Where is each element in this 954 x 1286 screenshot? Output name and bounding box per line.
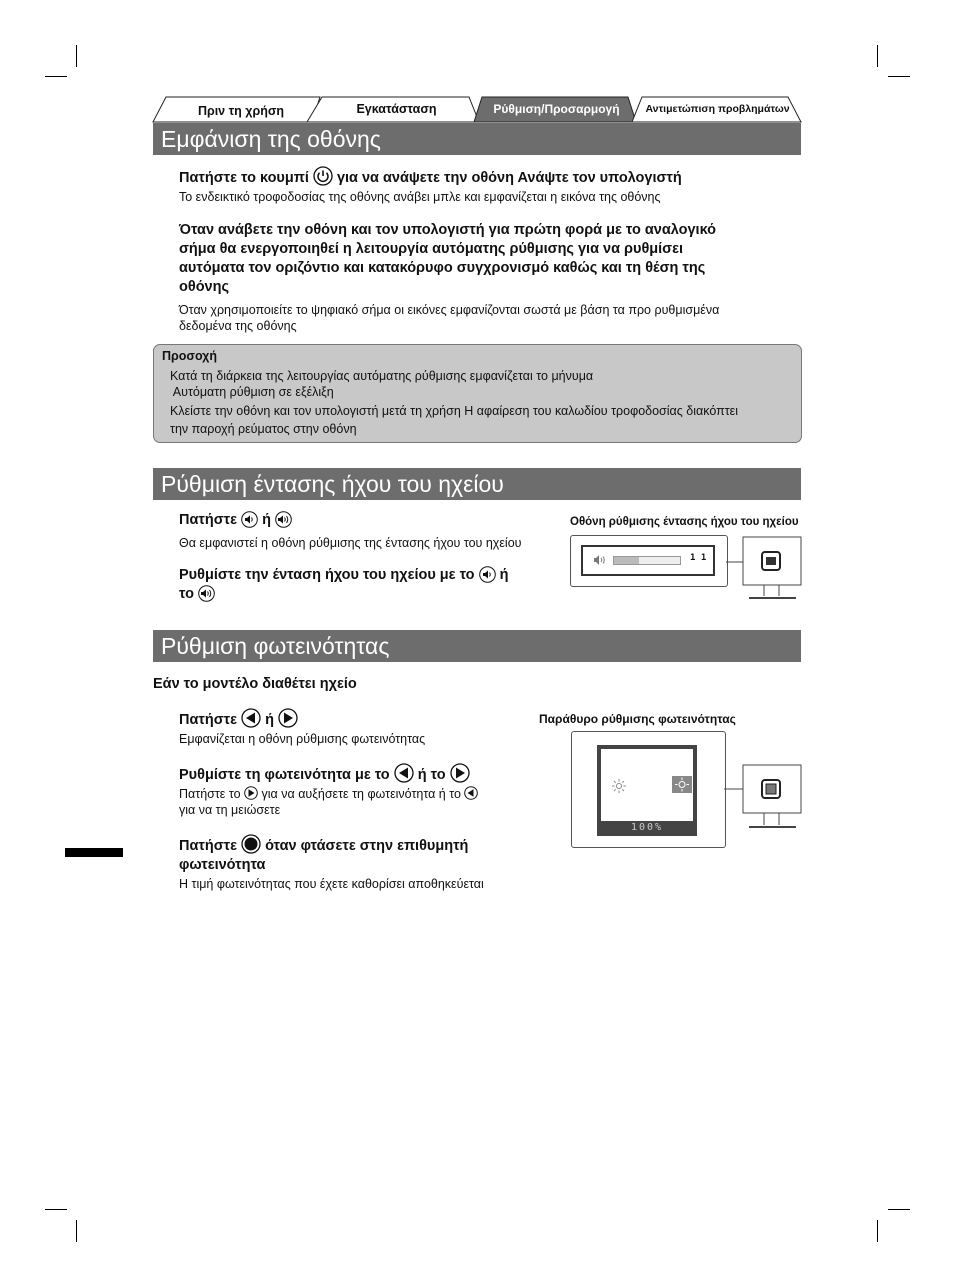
caution-line: Κλείστε την οθόνη και τον υπολογιστή μετά τη χρήση Η αφαίρεση του καλωδίου τροφοδοσίας διακόπτει xyxy=(170,404,739,418)
step-text: το xyxy=(179,586,194,602)
step-text: Ρυθμίστε την ένταση ήχου του ηχείου με το xyxy=(179,567,475,583)
step-confirm-brightness xyxy=(179,834,468,875)
step-note: Εμφανίζεται η οθόνη ρύθμισης φωτεινότητας xyxy=(179,732,426,746)
volume-value: 1 1 xyxy=(690,553,707,563)
crop-mark xyxy=(877,1220,878,1242)
section-title-volume: Ρύθμιση έντασης ήχου του ηχείου xyxy=(153,468,801,500)
crop-mark xyxy=(888,76,910,77)
line: Όταν ανάβετε την οθόνη και τον υπολογιστή για πρώτη φορά με το αναλογικό xyxy=(179,222,717,238)
step-note: Θα εμφανιστεί η οθόνη ρύθμισης της έντασης ήχου του ηχείου xyxy=(179,536,522,550)
caution-title: Προσοχή xyxy=(162,349,217,363)
left-arrow-icon xyxy=(394,763,414,783)
step-text: Πατήστε xyxy=(179,712,237,728)
caution-line: την παροχή ρεύματος στην οθόνη xyxy=(170,422,357,436)
volume-up-icon xyxy=(275,511,292,528)
crop-mark xyxy=(45,76,67,77)
step-text: φωτεινότητα xyxy=(179,857,266,873)
note-text: Πατήστε το xyxy=(179,787,241,801)
section-title-brightness: Ρύθμιση φωτεινότητας xyxy=(153,630,801,662)
step-text: ή xyxy=(265,712,274,728)
power-icon xyxy=(313,166,333,186)
step-adjust-brightness xyxy=(179,763,470,785)
volume-osd xyxy=(581,545,715,576)
tab-setup[interactable]: Ρύθμιση/Προσαρμογή xyxy=(493,101,620,116)
step-power-on xyxy=(179,166,682,188)
volume-figure-caption: Οθόνη ρύθμισης έντασης ήχου του ηχείου xyxy=(570,516,799,528)
step-text: για να ανάψετε την οθόνη Ανάψτε τον υπολογιστή xyxy=(336,170,682,186)
step-auto-adjust xyxy=(179,221,716,297)
brightness-screen-figure xyxy=(571,731,726,848)
brightness-osd xyxy=(597,745,697,836)
speaker-icon xyxy=(593,554,607,566)
volume-down-icon xyxy=(479,566,496,583)
left-arrow-icon xyxy=(464,786,478,800)
left-arrow-icon xyxy=(241,708,261,728)
step-text: Πατήστε xyxy=(179,838,237,854)
volume-bar-fill xyxy=(614,557,639,564)
crop-mark xyxy=(45,1209,67,1210)
crop-mark xyxy=(888,1209,910,1210)
right-arrow-icon xyxy=(244,786,258,800)
line: σήμα θα ενεργοποιηθεί η λειτουργία αυτόματης ρύθμισης για να ρυθμίσει xyxy=(179,241,684,257)
volume-bar-track xyxy=(613,556,681,565)
caution-line: Αυτόματη ρύθμιση σε εξέλιξη xyxy=(170,385,334,399)
page-edge-marker xyxy=(65,848,123,857)
monitor-icon xyxy=(724,760,804,832)
tab-troubleshooting[interactable]: Αντιμετώπιση προβλημάτων xyxy=(645,102,790,115)
caution-box xyxy=(153,344,802,443)
step-text: όταν φτάσετε στην επιθυμητή xyxy=(265,838,469,854)
step-note: Η τιμή φωτεινότητας που έχετε καθορίσει αποθηκεύεται xyxy=(179,877,484,891)
section-title-display: Εμφάνιση της οθόνης xyxy=(153,123,801,155)
brightness-value: 100% xyxy=(630,822,664,833)
line: Όταν χρησιμοποιείτε το ψηφιακό σήμα οι εικόνες εμφανίζονται σωστά με βάση τα προ ρυθμισμένα xyxy=(179,303,720,317)
brightness-osd-panel xyxy=(601,749,693,821)
tab-before-use[interactable]: Πριν τη χρήση xyxy=(197,103,285,118)
right-arrow-icon xyxy=(450,763,470,783)
brightness-figure-caption: Παράθυρο ρύθμισης φωτεινότητας xyxy=(539,712,736,726)
note-text: για να τη μειώσετε xyxy=(179,803,281,817)
step-note xyxy=(179,786,478,818)
crop-mark xyxy=(76,45,77,67)
line: οθόνης xyxy=(179,279,230,295)
step-adjust-volume xyxy=(179,566,559,604)
volume-down-icon xyxy=(241,511,258,528)
step-text: Πατήστε το κουμπί xyxy=(179,170,309,186)
right-arrow-icon xyxy=(278,708,298,728)
step-press-volume xyxy=(179,511,292,530)
volume-screen-figure xyxy=(570,535,728,587)
monitor-icon xyxy=(724,532,804,604)
step-note: Το ενδεικτικό τροφοδοσίας της οθόνης ανάβει μπλε και εμφανίζεται η εικόνα της οθόνης xyxy=(179,190,661,204)
step-text: ή xyxy=(499,567,509,583)
step-text: ή xyxy=(262,512,271,528)
caution-line: Κατά τη διάρκεια της λειτουργίας αυτόματης ρύθμισης εμφανίζεται το μήνυμα xyxy=(170,369,594,383)
volume-up-icon xyxy=(198,585,215,602)
step-note xyxy=(179,302,719,334)
step-text: Ρυθμίστε τη φωτεινότητα με το xyxy=(179,767,390,783)
brightness-high-icon xyxy=(672,776,692,793)
crop-mark xyxy=(877,45,878,67)
enter-button-icon xyxy=(241,834,261,854)
step-text: ή το xyxy=(417,767,446,783)
chapter-tabs xyxy=(152,95,802,123)
subheading-speaker-model: Εάν το μοντέλο διαθέτει ηχείο xyxy=(153,676,357,692)
step-press-arrows xyxy=(179,708,298,730)
line: αυτόματα τον οριζόντιο και κατακόρυφο συγχρονισμό καθώς και τη θέση της xyxy=(179,260,706,276)
tab-installation[interactable]: Εγκατάσταση xyxy=(356,101,437,116)
line: δεδομένα της οθόνης xyxy=(179,319,297,333)
brightness-low-icon xyxy=(611,778,627,794)
note-text: για να αυξήσετε τη φωτεινότητα ή το xyxy=(261,787,461,801)
crop-mark xyxy=(76,1220,77,1242)
step-text: Πατήστε xyxy=(179,512,237,528)
